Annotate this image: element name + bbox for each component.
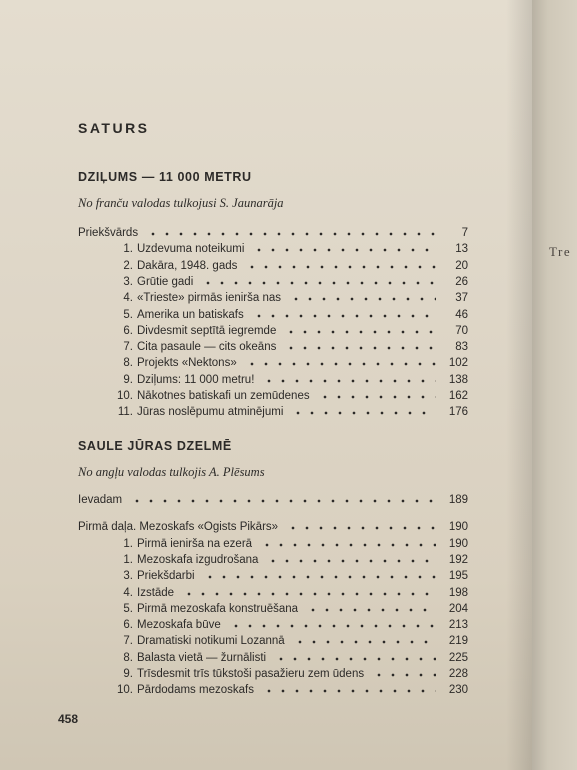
toc-entry-page: 20: [455, 259, 468, 272]
toc-entry-number: 10.: [117, 390, 133, 402]
toc-entry-title: Mezoskafa būve: [137, 619, 221, 632]
toc-entry-title: Nākotnes batiskafi un zemūdenes: [137, 390, 310, 402]
toc-entry-page: 37: [455, 292, 468, 305]
toc-entry-title: Pirmā daļa. Mezoskafs «Ogists Pikārs»: [78, 521, 279, 534]
dot-leader: [252, 246, 436, 254]
toc-entry-title: Mezoskafa izgudrošana: [137, 553, 259, 566]
toc-entry: [0, 241, 532, 257]
toc-entry-number: 7.: [123, 341, 133, 354]
toc-entry-number: 11.: [117, 406, 133, 419]
dot-leader: [245, 263, 436, 271]
dot-leader: [245, 360, 436, 368]
contents-heading: SATURS: [78, 120, 150, 136]
toc-entry-page: 7: [461, 227, 468, 239]
toc-entry: [0, 307, 532, 323]
toc-entry-page: 204: [448, 602, 468, 615]
toc-entry: [0, 666, 532, 682]
toc-entry: [0, 274, 532, 290]
toc-entry-number: 4.: [123, 586, 133, 599]
toc-entry-number: 5.: [123, 308, 133, 321]
toc-entry-title: Dziļums: 11 000 metru!: [137, 373, 255, 386]
toc-entry-title: Dramatiski notikumi Lozannā: [137, 635, 285, 648]
toc-entry-title: Cita pasaule — cits okeāns: [137, 341, 277, 354]
toc-entry-page: 162: [448, 390, 468, 402]
toc-entry-title: Pirmā mezoskafa konstruēšana: [137, 602, 299, 615]
dot-leader: [306, 606, 436, 614]
dot-leader: [318, 393, 436, 401]
facing-page-text: Tre: [549, 244, 572, 259]
toc-entry: [0, 601, 532, 617]
toc-entry-page: 195: [448, 570, 468, 583]
toc-entry: [0, 339, 532, 355]
toc-entry: [0, 258, 532, 274]
toc-entry: [0, 519, 532, 535]
dot-leader: [252, 312, 436, 320]
toc-entry-number: 6.: [123, 324, 133, 337]
toc-entry-title: Ievadam: [78, 494, 123, 506]
toc-entry-page: 190: [448, 521, 468, 534]
toc-entry: [0, 225, 532, 241]
toc-entry: [0, 388, 532, 404]
toc-entry: [0, 682, 532, 698]
toc-entry-title: Projekts «Nektons»: [137, 357, 237, 370]
toc-entry-number: 8.: [123, 357, 133, 370]
toc-entry: [0, 617, 532, 633]
toc-entry: [0, 585, 532, 601]
toc-entry-number: 7.: [123, 635, 133, 648]
toc-entry-page: 213: [448, 619, 468, 632]
toc-entry-page: 189: [448, 494, 468, 506]
dot-leader: [182, 590, 436, 598]
toc-entry-page: 190: [448, 537, 468, 550]
toc-entry: [0, 633, 532, 649]
toc-entry-number: 8.: [123, 651, 133, 664]
toc-entry: [0, 536, 532, 552]
dot-leader: [201, 279, 436, 287]
dot-leader: [262, 687, 436, 695]
toc-entry-title: Amerika un batiskafs: [137, 308, 244, 321]
toc-entry-page: 46: [455, 308, 468, 321]
dot-leader: [284, 328, 436, 336]
dot-leader: [274, 655, 436, 663]
toc-entry-title: Balasta vietā — žurnālisti: [137, 651, 267, 664]
toc-entry-title: Uzdevuma noteikumi: [137, 243, 245, 256]
toc-entry-page: 230: [448, 684, 468, 697]
toc-entry-number: 2.: [123, 259, 133, 272]
dot-leader: [291, 409, 436, 417]
dot-leader: [146, 230, 436, 238]
toc-entry: [0, 650, 532, 666]
toc-entry-number: 1.: [123, 553, 133, 566]
dot-leader: [284, 344, 436, 352]
toc-entry-page: 70: [455, 324, 468, 337]
dot-leader: [289, 295, 436, 303]
toc-entry-title: Priekšdarbi: [137, 570, 195, 583]
toc-entry-page: 138: [448, 373, 468, 386]
toc-entry-title: Dakāra, 1948. gads: [137, 259, 238, 272]
translator-note-1: No franču valodas tulkojusi S. Jaunarāja: [78, 196, 284, 210]
toc-entry-number: 4.: [123, 292, 133, 305]
toc-entry-number: 9.: [123, 373, 133, 386]
dot-leader: [229, 622, 436, 630]
dot-leader: [266, 557, 436, 565]
toc-entry-number: 1.: [123, 537, 133, 550]
toc-entry-page: 83: [455, 341, 468, 354]
dot-leader: [262, 377, 436, 385]
toc-entry-page: 198: [448, 586, 468, 599]
toc-entry-title: Pirmā ienirša na ezerā: [137, 537, 253, 550]
facing-page-edge: [532, 0, 577, 770]
dot-leader: [372, 671, 436, 679]
toc-entry: [0, 323, 532, 339]
toc-entry-title: «Trieste» pirmās ienirša nas: [137, 292, 282, 305]
dot-leader: [260, 541, 436, 549]
section-title-1: DZIĻUMS — 11 000 METRU: [78, 170, 252, 184]
section-title-2: SAULE JŪRAS DZELMĒ: [78, 439, 232, 453]
toc-entry-title: Jūras noslēpumu atminējumi: [137, 406, 284, 419]
toc-entry-number: 9.: [123, 668, 133, 680]
toc-entry-page: 225: [448, 651, 468, 664]
toc-entry: [0, 404, 532, 420]
toc-entry-number: 3.: [123, 570, 133, 583]
toc-entry: [0, 355, 532, 371]
toc-entry: [0, 552, 532, 568]
toc-entry-page: 176: [448, 406, 468, 419]
toc-entry: [0, 290, 532, 306]
toc-entry: [0, 492, 532, 508]
toc-entry-page: 219: [448, 635, 468, 648]
toc-entry-page: 192: [448, 553, 468, 566]
toc-entry-title: Trīsdesmit trīs tūkstoši pasažieru zem ūdens: [137, 668, 365, 680]
toc-entry: [0, 568, 532, 584]
toc-entry-title: Priekšvārds: [78, 227, 139, 239]
dot-leader: [286, 524, 436, 532]
toc-entry-number: 5.: [123, 602, 133, 615]
toc-entry: [0, 372, 532, 388]
toc-entry-title: Pārdodams mezoskafs: [137, 684, 254, 697]
toc-entry-number: 1.: [123, 243, 133, 256]
toc-entry-page: 13: [455, 243, 468, 256]
toc-entry-title: Izstāde: [137, 586, 175, 599]
toc-entry-number: 3.: [123, 275, 133, 288]
toc-entry-page: 26: [455, 275, 468, 288]
toc-entry-title: Divdesmit septītā iegremde: [137, 324, 277, 337]
dot-leader: [130, 497, 436, 505]
toc-entry-number: 10.: [117, 684, 133, 697]
page-number: 458: [58, 712, 79, 726]
toc-entry-page: 102: [448, 357, 468, 370]
toc-entry-number: 6.: [123, 619, 133, 632]
dot-leader: [293, 638, 436, 646]
translator-note-2: No angļu valodas tulkojis A. Plēsums: [78, 465, 265, 479]
toc-entry-title: Grūtie gadi: [137, 275, 194, 288]
dot-leader: [203, 573, 436, 581]
toc-entry-page: 228: [448, 668, 468, 680]
